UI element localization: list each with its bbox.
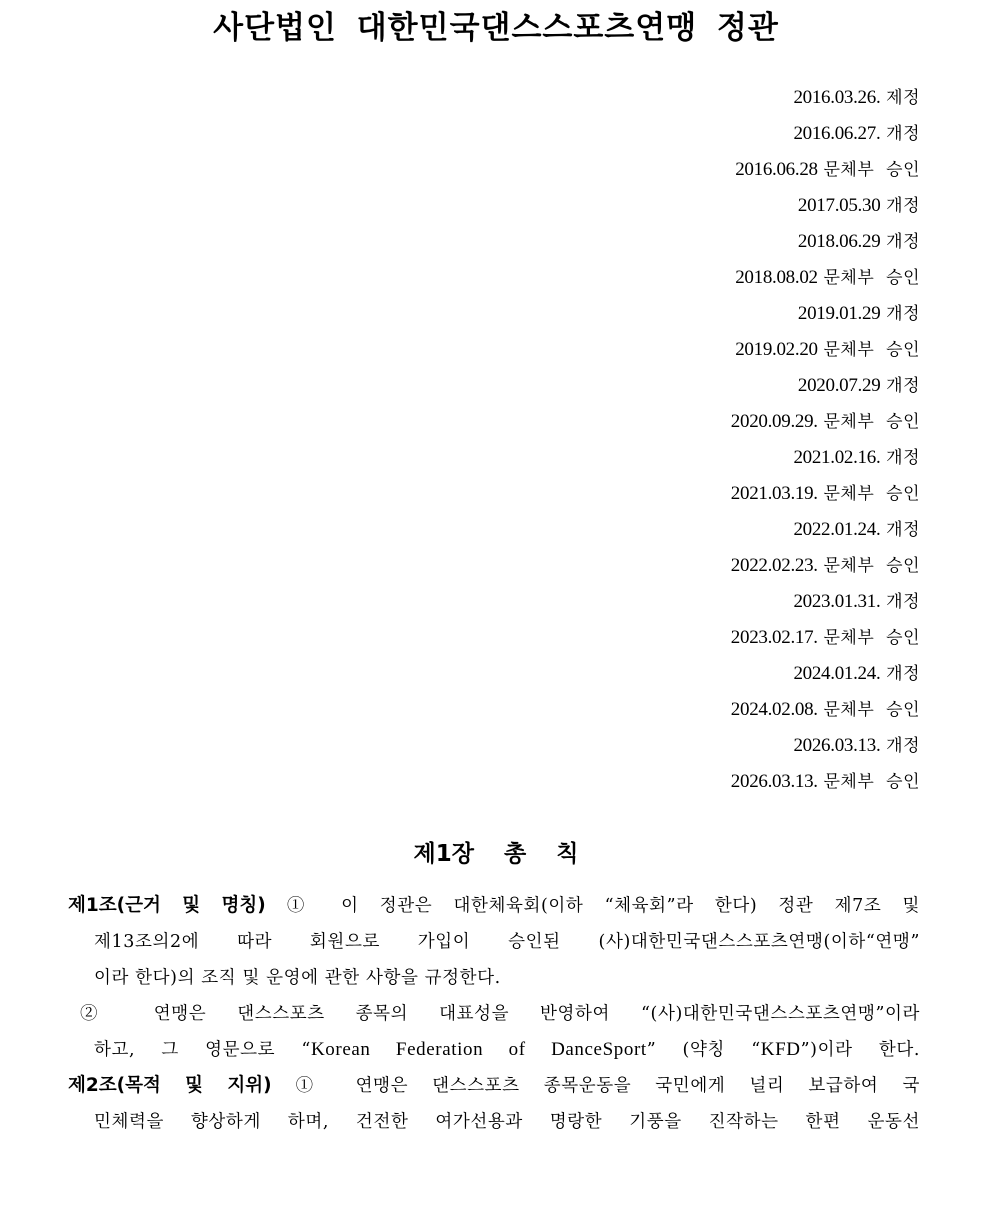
history-date: 2024.02.08. xyxy=(730,699,818,720)
article-1-line-3: 이라 한다)의 조직 및 운영에 관한 사항을 규정한다. xyxy=(94,968,501,988)
article-1-clause-1-text: ① 이 정관은 대한체육회(이하 “체육회”라 한다) 정관 제7조 및 xyxy=(286,896,920,916)
history-action: 개정 xyxy=(886,124,920,144)
history-entry xyxy=(400,440,920,476)
history-date: 2018.06.29 xyxy=(797,231,881,252)
history-action: 문체부 승인 xyxy=(823,556,920,576)
history-entry xyxy=(400,512,920,548)
history-date: 2023.01.31. xyxy=(793,591,881,612)
article-2-clause-1-text: ① 연맹은 댄스스포츠 종목운동을 국민에게 널리 보급하여 국 xyxy=(295,1076,920,1096)
history-action: 문체부 승인 xyxy=(823,700,920,720)
history-entry xyxy=(400,764,920,800)
history-action: 문체부 승인 xyxy=(823,160,920,180)
article-1-heading: 제1조(근거 및 명칭) xyxy=(68,895,266,916)
history-entry xyxy=(400,692,920,728)
chapter-heading: 제1장 총 칙 xyxy=(413,841,579,867)
article-1-line-1 xyxy=(68,888,920,924)
article-1-name-suffix: ”)이라 한다. xyxy=(800,1040,920,1060)
history-date: 2023.02.17. xyxy=(730,627,818,648)
history-date: 2019.01.29 xyxy=(797,303,881,324)
history-action: 문체부 승인 xyxy=(823,628,920,648)
article-1-line-2: 제13조의2에 따라 회원으로 가입이 승인된 (사)대한민국댄스스포츠연맹(이하“연맹” xyxy=(94,932,920,952)
history-date: 2016.06.28 xyxy=(735,159,818,180)
history-date: 2021.03.19. xyxy=(730,483,818,504)
history-entry xyxy=(400,80,920,116)
article-1-name-mid: ” (약칭 “ xyxy=(646,1040,761,1060)
history-entry xyxy=(400,332,920,368)
history-action: 개정 xyxy=(886,376,920,396)
history-action: 개정 xyxy=(886,196,920,216)
history-date: 2024.01.24. xyxy=(793,663,881,684)
history-action: 문체부 승인 xyxy=(823,340,920,360)
history-entry xyxy=(400,260,920,296)
history-date: 2017.05.30 xyxy=(797,195,881,216)
history-action: 문체부 승인 xyxy=(823,484,920,504)
history-date: 2026.03.13. xyxy=(793,735,881,756)
article-2-line-2: 민체력을 향상하게 하며, 건전한 여가선용과 명랑한 기풍을 진작하는 한편 운동선 xyxy=(94,1112,920,1132)
article-2-heading: 제2조(목적 및 지위) xyxy=(68,1075,272,1096)
history-date: 2019.02.20 xyxy=(735,339,818,360)
history-action: 개정 xyxy=(886,520,920,540)
english-name: Korean Federation of DanceSport xyxy=(310,1039,647,1060)
history-entry xyxy=(400,404,920,440)
history-entry xyxy=(400,656,920,692)
english-abbreviation: KFD xyxy=(760,1039,801,1060)
history-action: 문체부 승인 xyxy=(823,412,920,432)
history-action: 개정 xyxy=(886,304,920,324)
history-entry xyxy=(400,152,920,188)
article-1-clause-2-line-1: ② 연맹은 댄스스포츠 종목의 대표성을 반영하여 “(사)대한민국댄스스포츠연맹”이라 xyxy=(80,1004,920,1024)
history-action: 제정 xyxy=(886,88,920,108)
history-entry xyxy=(400,620,920,656)
history-date: 2016.06.27. xyxy=(793,123,881,144)
history-date: 2022.02.23. xyxy=(730,555,818,576)
history-entry xyxy=(400,188,920,224)
history-date: 2016.03.26. xyxy=(793,87,881,108)
history-entry xyxy=(400,116,920,152)
history-entry xyxy=(400,548,920,584)
history-entry xyxy=(400,296,920,332)
revision-history xyxy=(400,80,920,800)
article-1-clause-2-line-2 xyxy=(68,1032,920,1068)
history-entry xyxy=(400,584,920,620)
history-action: 개정 xyxy=(886,448,920,468)
history-date: 2020.09.29. xyxy=(730,411,818,432)
history-date: 2026.03.13. xyxy=(730,771,818,792)
history-date: 2020.07.29 xyxy=(797,375,881,396)
history-action: 문체부 승인 xyxy=(823,772,920,792)
history-action: 개정 xyxy=(886,592,920,612)
history-entry xyxy=(400,728,920,764)
history-date: 2022.01.24. xyxy=(793,519,881,540)
articles-body xyxy=(68,888,920,1140)
history-action: 개정 xyxy=(886,232,920,252)
history-date: 2018.08.02 xyxy=(735,267,818,288)
history-entry xyxy=(400,476,920,512)
history-date: 2021.02.16. xyxy=(793,447,881,468)
history-action: 개정 xyxy=(886,736,920,756)
history-entry xyxy=(400,224,920,260)
article-1-name-prefix: 하고, 그 영문으로 “ xyxy=(94,1040,311,1060)
history-action: 개정 xyxy=(886,664,920,684)
article-2-line-1 xyxy=(68,1068,920,1104)
document-title: 사단법인 대한민국댄스스포츠연맹 정관 xyxy=(213,10,779,46)
history-entry xyxy=(400,368,920,404)
history-action: 문체부 승인 xyxy=(823,268,920,288)
